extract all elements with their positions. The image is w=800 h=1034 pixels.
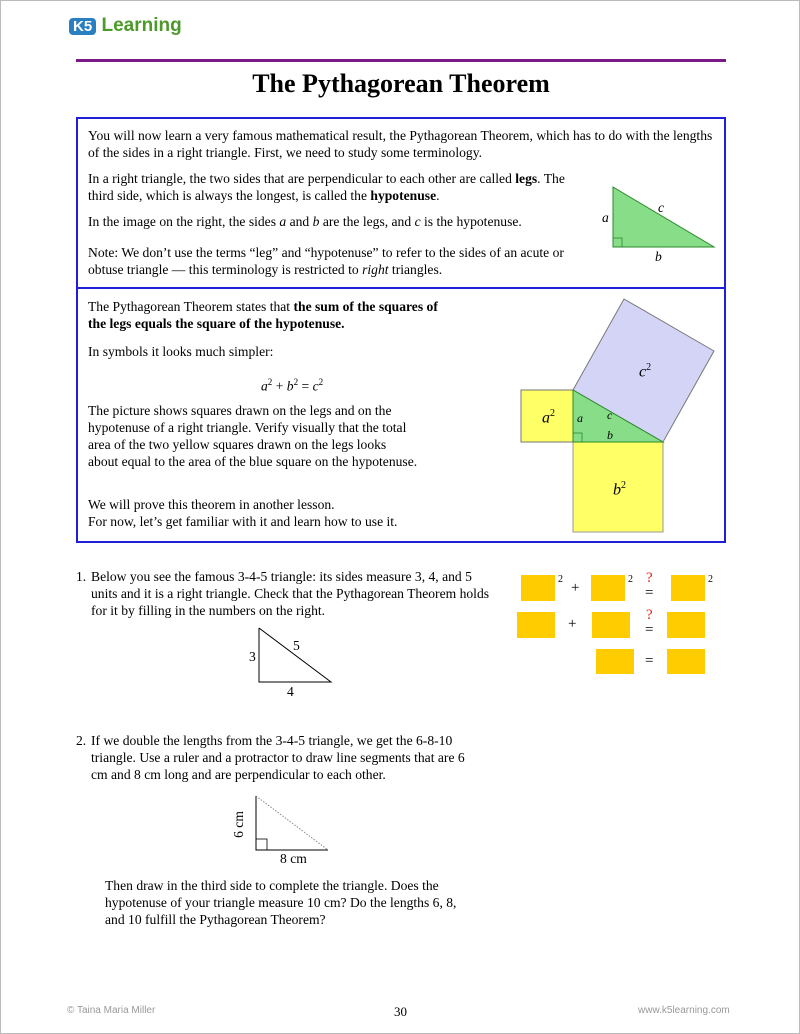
label-c: c bbox=[658, 200, 665, 215]
legs-paragraph: In a right triangle, the two sides that are perpendicular to each other are called legs. The third side, which is always the longest, is called the hypotenuse. bbox=[88, 171, 565, 203]
question-2-number: 2. bbox=[76, 733, 87, 748]
copyright: © Taina Maria Miller bbox=[67, 1005, 156, 1016]
logo-text: Learning bbox=[101, 15, 182, 36]
side-4-label: 4 bbox=[287, 684, 294, 699]
side-5-label: 5 bbox=[293, 638, 300, 653]
answer-box-c-squared[interactable] bbox=[667, 612, 705, 638]
green-triangle bbox=[613, 187, 714, 247]
side-3-label: 3 bbox=[249, 649, 256, 664]
question-1-number: 1. bbox=[76, 569, 87, 584]
plus-sign: + bbox=[571, 580, 580, 596]
exponent: 2 bbox=[558, 574, 563, 585]
sides-paragraph: In the image on the right, the sides a and b are the legs, and c is the hypotenuse. bbox=[88, 214, 522, 229]
equals-sign: = bbox=[645, 622, 654, 638]
answer-box-result[interactable] bbox=[667, 649, 705, 674]
label-b: b bbox=[655, 249, 662, 264]
note-paragraph: Note: We don’t use the terms “leg” and “hypotenuse” to refer to the sides of an acute or obtuse triangle — this terminology is restricted to right triangles. bbox=[88, 245, 564, 277]
label-b-squared: $b^2$ bbox=[613, 480, 626, 499]
question-mark: ? bbox=[646, 570, 653, 586]
label-c: c bbox=[607, 408, 613, 422]
logo-k5: K5 bbox=[69, 18, 96, 35]
label-a: a bbox=[577, 411, 583, 425]
theorem-statement: The Pythagorean Theorem states that the sum of the squares of the legs equals the square of the hypotenuse. bbox=[88, 299, 438, 331]
label-c-squared: $c^2$ bbox=[639, 362, 652, 381]
question-2-text: If we double the lengths from the 3-4-5 triangle, we get the 6-8-10 triangle. Use a ruler and a protractor to draw line segments that are 6 cm and 8 cm long and are perpendicular to each other. bbox=[91, 733, 465, 782]
site-url[interactable]: www.k5learning.com bbox=[638, 1005, 730, 1016]
page-number: 30 bbox=[394, 1004, 407, 1019]
answer-box-b-squared[interactable] bbox=[592, 612, 630, 638]
page-title: The Pythagorean Theorem bbox=[252, 69, 550, 98]
intro-paragraph: You will now learn a very famous mathematical result, the Pythagorean Theorem, which has to do with the lengths of the sides in a right triangle. First, we need to study some terminology. bbox=[88, 128, 713, 160]
side-6cm-label: 6 cm bbox=[230, 811, 246, 838]
answer-box-sum[interactable] bbox=[596, 649, 634, 674]
side-8cm-label: 8 cm bbox=[280, 851, 307, 866]
answer-box-a[interactable] bbox=[521, 575, 555, 601]
question-mark: ? bbox=[646, 607, 653, 623]
question-1-text: Below you see the famous 3-4-5 triangle: its sides measure 3, 4, and 5 units and it is a right triangle. Check that the Pythagorean Theorem holds for it by filling in the numbers on the right. bbox=[91, 569, 490, 618]
exponent: 2 bbox=[628, 574, 633, 585]
label-a: a bbox=[602, 210, 609, 225]
answer-box-c[interactable] bbox=[671, 575, 705, 601]
picture-explanation: The picture shows squares drawn on the legs and on the hypotenuse of a right triangle. Verify visually that the total area of the two yellow squares drawn on the legs looks about equal to the area of the blue square on the hypotenuse. bbox=[88, 403, 418, 469]
right-triangle-figure bbox=[613, 187, 714, 247]
plus-sign: + bbox=[568, 616, 577, 632]
equals-sign: = bbox=[645, 653, 654, 669]
equals-sign: = bbox=[645, 585, 654, 601]
triangle-6-8 bbox=[256, 796, 328, 850]
label-a-squared: $a^2$ bbox=[542, 408, 555, 427]
label-b: b bbox=[607, 428, 613, 442]
question-2-followup: Then draw in the third side to complete the triangle. Does the hypotenuse of your triangle measure 10 cm? Do the lengths 6, 8, and 10 fulfill the Pythagorean Theorem? bbox=[105, 878, 457, 927]
proof-note: We will prove this theorem in another lesson. For now, let’s get familiar with it and learn how to use it. bbox=[88, 497, 398, 529]
exponent: 2 bbox=[708, 574, 713, 585]
formula: $a^2 + b^2 = c^2$ bbox=[261, 377, 324, 394]
symbols-text: In symbols it looks much simpler: bbox=[88, 344, 274, 359]
answer-box-a-squared[interactable] bbox=[517, 612, 555, 638]
answer-box-b[interactable] bbox=[591, 575, 625, 601]
